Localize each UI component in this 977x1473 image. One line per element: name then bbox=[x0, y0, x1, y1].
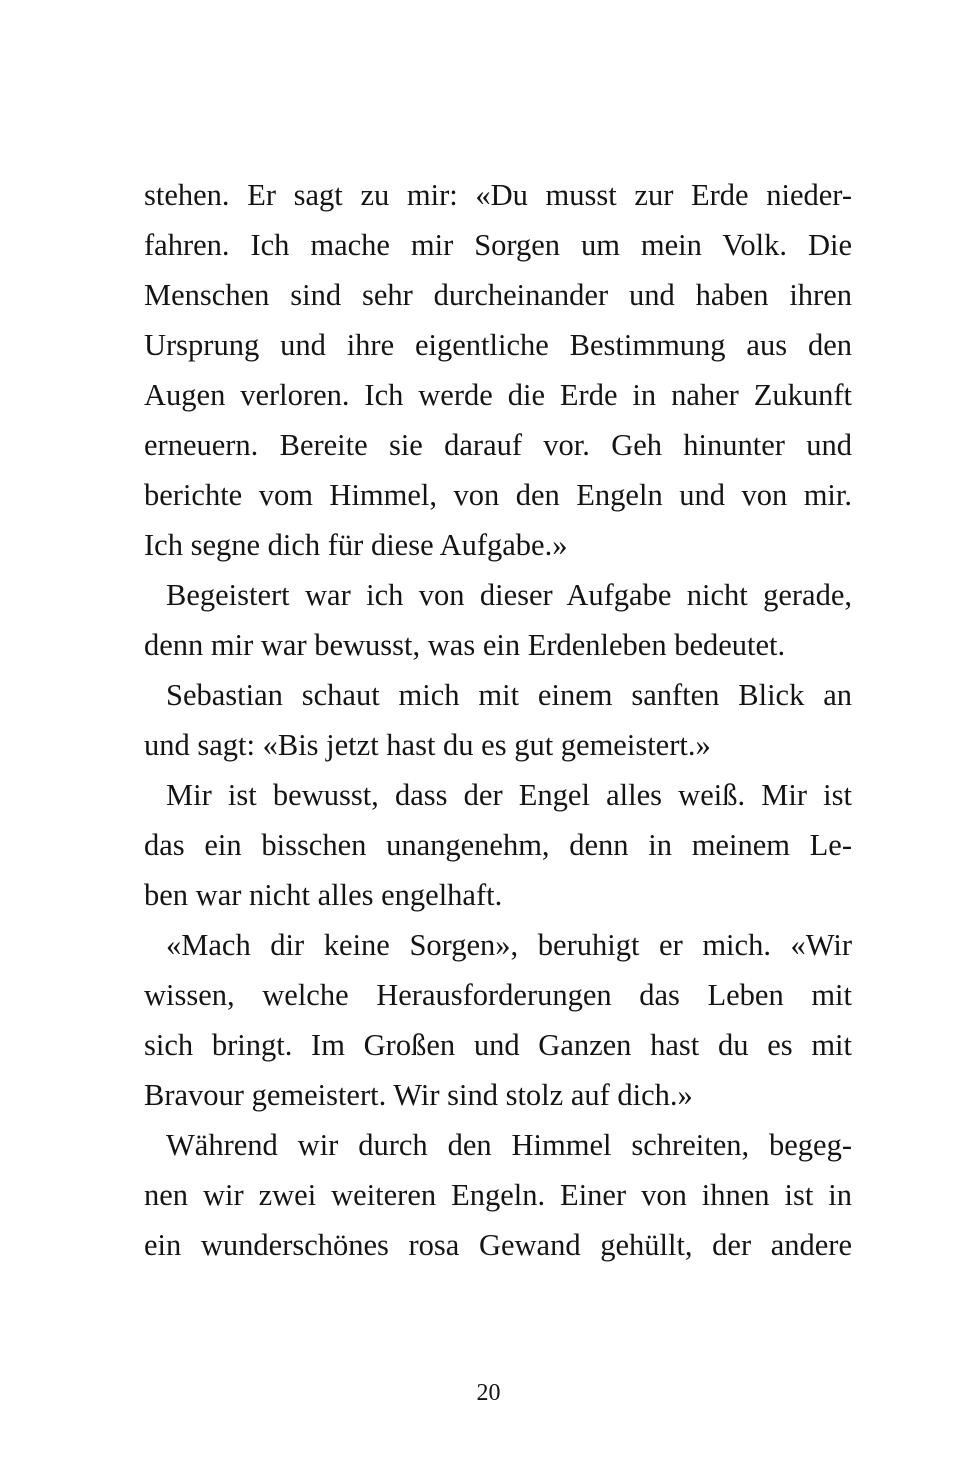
text-line: fahren. Ich mache mir Sorgen um mein Volk. Die bbox=[144, 228, 852, 262]
text-line: Augen verloren. Ich werde die Erde in naher Zukunft bbox=[144, 378, 852, 412]
text-line: und sagt: «Bis jetzt hast du es gut gemeistert.» bbox=[144, 728, 711, 762]
text-line: berichte vom Himmel, von den Engeln und von mir. bbox=[144, 478, 852, 512]
body-text bbox=[144, 170, 852, 1270]
text-line: das ein bisschen unangenehm, denn in meinem Le- bbox=[144, 828, 852, 862]
text-line: ein wunderschönes rosa Gewand gehüllt, der andere bbox=[144, 1228, 852, 1262]
text-line: wissen, welche Herausforderungen das Leben mit bbox=[144, 978, 852, 1012]
page-number: 20 bbox=[476, 1380, 501, 1406]
text-line: stehen. Er sagt zu mir: «Du musst zur Erde nieder- bbox=[144, 178, 852, 212]
text-line: Bravour gemeistert. Wir sind stolz auf dich.» bbox=[144, 1078, 693, 1112]
text-line: Begeistert war ich von dieser Aufgabe nicht gerade, bbox=[166, 578, 852, 612]
text-line: sich bringt. Im Großen und Ganzen hast du es mit bbox=[144, 1028, 852, 1062]
text-line: ben war nicht alles engelhaft. bbox=[144, 878, 503, 912]
text-line: Während wir durch den Himmel schreiten, begeg- bbox=[166, 1128, 852, 1162]
text-line: Menschen sind sehr durcheinander und haben ihren bbox=[144, 278, 852, 312]
text-line: nen wir zwei weiteren Engeln. Einer von ihnen ist in bbox=[144, 1178, 852, 1212]
text-line: «Mach dir keine Sorgen», beruhigt er mich. «Wir bbox=[166, 928, 852, 962]
text-line: Mir ist bewusst, dass der Engel alles weiß. Mir ist bbox=[166, 778, 852, 812]
text-line: Sebastian schaut mich mit einem sanften Blick an bbox=[166, 678, 852, 712]
text-line: erneuern. Bereite sie darauf vor. Geh hinunter und bbox=[144, 428, 852, 462]
text-line: Ursprung und ihre eigentliche Bestimmung aus den bbox=[144, 328, 852, 362]
text-line: denn mir war bewusst, was ein Erdenleben bedeutet. bbox=[144, 628, 786, 662]
text-line: Ich segne dich für diese Aufgabe.» bbox=[144, 528, 568, 562]
